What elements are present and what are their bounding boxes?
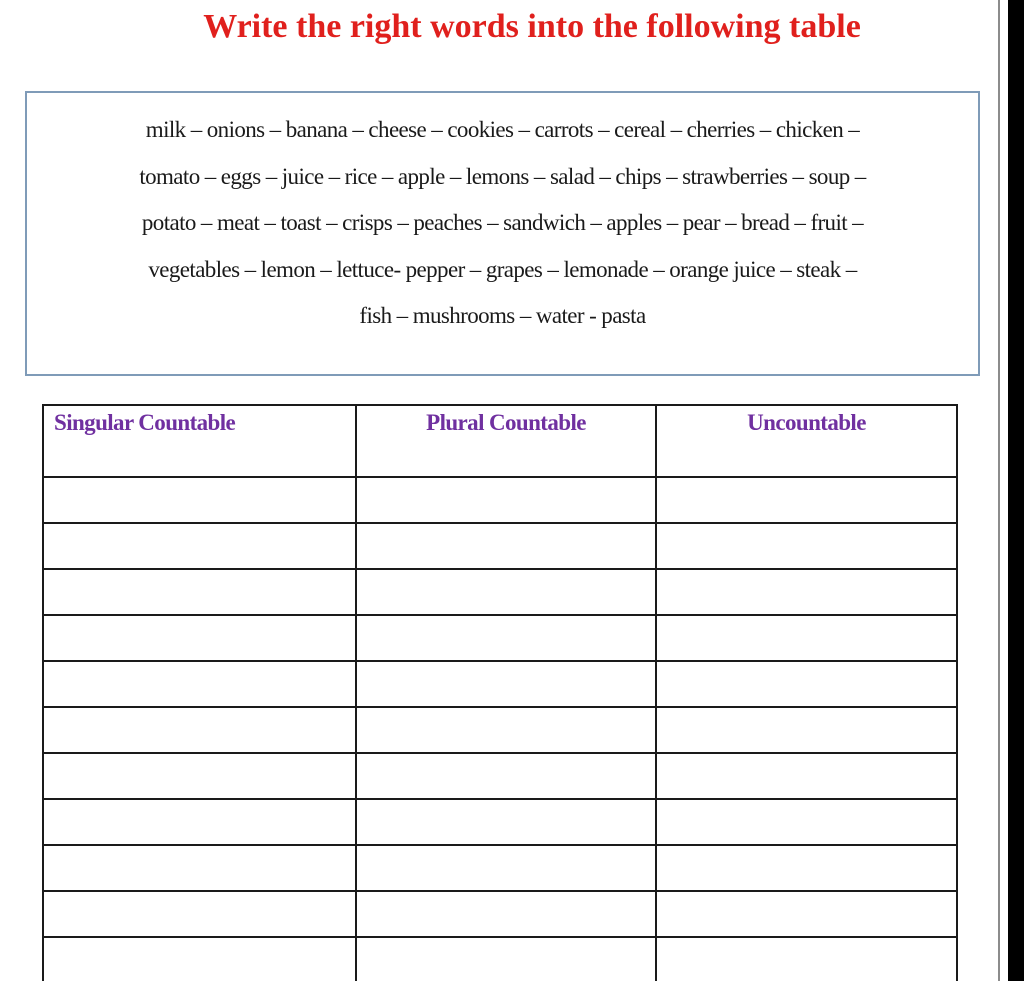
answer-cell-singular[interactable] — [43, 845, 356, 891]
answer-cell-singular[interactable] — [43, 615, 356, 661]
answer-cell-uncountable[interactable] — [656, 661, 957, 707]
answer-cell-uncountable[interactable] — [656, 477, 957, 523]
word-bank-line: potato – meat – toast – crisps – peaches – sandwich – apples – pear – bread – fruit – — [141, 210, 864, 235]
table-header-row — [43, 405, 957, 477]
answer-cell-plural[interactable] — [356, 707, 656, 753]
answer-cell-singular[interactable] — [43, 523, 356, 569]
answer-cell-uncountable[interactable] — [656, 569, 957, 615]
answer-cell-plural[interactable] — [356, 569, 656, 615]
answer-cell-uncountable[interactable] — [656, 707, 957, 753]
answer-cell-plural[interactable] — [356, 523, 656, 569]
word-bank-line: tomato – eggs – juice – rice – apple – lemons – salad – chips – strawberries – soup – — [139, 163, 866, 189]
header-uncountable: Uncountable — [656, 405, 957, 477]
answer-cell-uncountable[interactable] — [656, 845, 957, 891]
answer-cell-uncountable[interactable] — [656, 753, 957, 799]
answer-cell-plural[interactable] — [356, 753, 656, 799]
table-row — [43, 891, 957, 937]
table-row — [43, 615, 957, 661]
word-bank-line: fish – mushrooms – water - pasta — [359, 303, 646, 328]
answer-cell-singular[interactable] — [43, 569, 356, 615]
word-bank-box — [25, 91, 980, 376]
answer-cell-uncountable[interactable] — [656, 937, 957, 981]
header-plural-countable: Plural Countable — [356, 405, 656, 477]
worksheet-title: Write the right words into the following table — [203, 8, 861, 45]
answer-cell-plural[interactable] — [356, 661, 656, 707]
table-row — [43, 661, 957, 707]
word-bank-line: vegetables – lemon – lettuce- pepper – grapes – lemonade – orange juice – steak – — [148, 256, 857, 282]
header-singular-countable: Singular Countable — [43, 405, 356, 477]
answer-cell-uncountable[interactable] — [656, 523, 957, 569]
answer-cell-plural[interactable] — [356, 845, 656, 891]
table-row — [43, 569, 957, 615]
answer-cell-plural[interactable] — [356, 891, 656, 937]
answer-cell-singular[interactable] — [43, 661, 356, 707]
table-row — [43, 523, 957, 569]
table-row — [43, 753, 957, 799]
answer-cell-plural[interactable] — [356, 937, 656, 981]
page-edge-line — [998, 0, 1000, 981]
table-body — [43, 477, 957, 981]
answer-cell-plural[interactable] — [356, 799, 656, 845]
answer-cell-uncountable[interactable] — [656, 891, 957, 937]
answer-cell-singular[interactable] — [43, 937, 356, 981]
word-bank-line: milk – onions – banana – cheese – cookies – carrots – cereal – cherries – chicken – — [145, 117, 860, 142]
answer-cell-singular[interactable] — [43, 477, 356, 523]
answer-cell-uncountable[interactable] — [656, 615, 957, 661]
table-row — [43, 477, 957, 523]
answer-cell-singular[interactable] — [43, 753, 356, 799]
answer-cell-plural[interactable] — [356, 477, 656, 523]
answer-cell-singular[interactable] — [43, 799, 356, 845]
answer-cell-singular[interactable] — [43, 891, 356, 937]
answer-cell-singular[interactable] — [43, 707, 356, 753]
answer-cell-uncountable[interactable] — [656, 799, 957, 845]
table-row — [43, 937, 957, 981]
table-row — [43, 799, 957, 845]
table-row — [43, 845, 957, 891]
answer-cell-plural[interactable] — [356, 615, 656, 661]
table-row — [43, 707, 957, 753]
sorting-table — [42, 404, 958, 981]
